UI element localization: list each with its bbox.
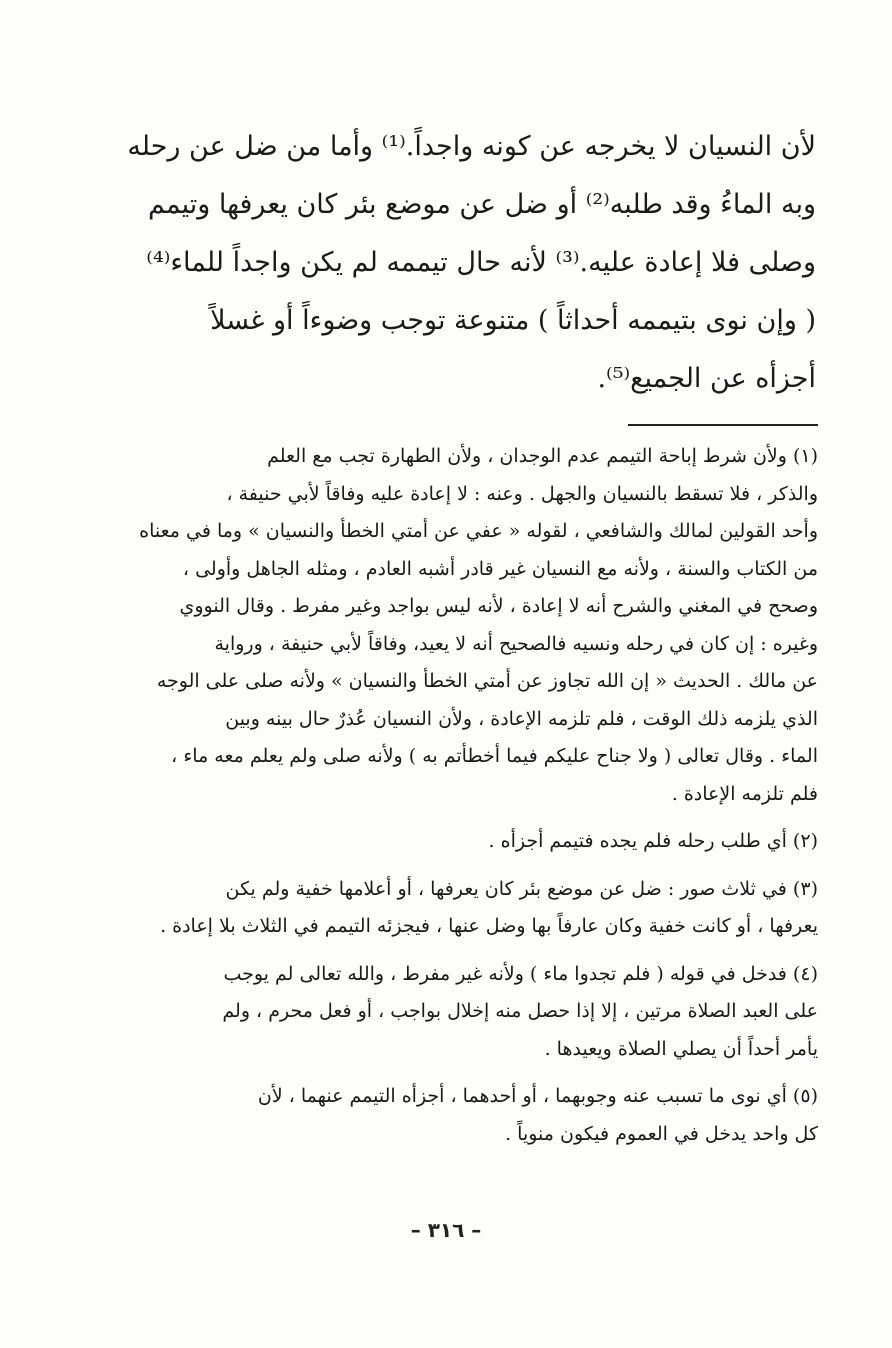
page-number: – ٣١٦ – [410,1218,482,1242]
footnote-1 [72,438,818,813]
footnote-5 [72,1078,818,1153]
footnote-line: على العبد الصلاة مرتين ، إلا إذا حصل منه إخلال بواجب ، أو فعل محرم ، ولم [222,1000,818,1022]
footnote-line: يعرفها ، أو كانت خفية وكان عارفاً بها وضل عنها ، فيجزئه التيمم في الثلاث بلا إعادة . [160,915,818,937]
footnote-line: يأمر أحداً أن يصلي الصلاة ويعيدها . [544,1037,818,1060]
footnote-line: من الكتاب والسنة ، ولأنه مع النسيان غير قادر أشبه العادم ، ومثله الجاهل وأولى ، [182,557,818,580]
footnote-line: الماء . وقال تعالى ( ولا جناح عليكم فيما أخطأتم به ) ولأنه صلى ولم يعلم معه ماء ، [171,745,818,767]
main-text-line: أجزأه عن الجميع⁽⁵⁾. [597,363,816,394]
footnote-line: الذي يلزمه ذلك الوقت ، فلم تلزمه الإعادة ، ولأن النسيان عُذرٌ حال بينه وبين [225,707,818,730]
footnote-line: وصحح في المغني والشرح أنه لا إعادة ، لأنه ليس بواجد وغير مفرط . وقال النووي [179,595,818,617]
footnote-line: فلم تلزمه الإعادة . [671,782,818,805]
main-text-line: لأن النسيان لا يخرجه عن كونه واجداً.⁽¹⁾ وأما من ضل عن رحله [127,131,816,162]
main-text-line: ( وإن نوى بتيممه أحداثاً ) متنوعة توجب وضوءاً أو غسلاً [210,305,816,336]
footnote-line: وغيره : إن كان في رحله ونسيه فالصحيح أنه لا يعيد، وفاقاً لأبي حنيفة ، ورواية [214,632,818,655]
footnote-line: والذكر ، فلا تسقط بالنسيان والجهل . وعنه : لا إعادة عليه وفاقاً لأبي حنيفة ، [226,482,818,505]
main-text [76,118,816,408]
footnote-line: (٢) أي طلب رحله فلم يجده فتيمم أجزأه . [488,830,818,852]
footnotes [72,438,818,1163]
footnote-line: (٣) في ثلاث صور : ضل عن موضع بئر كان يعرفها ، أو أعلامها خفية ولم يكن [225,877,818,900]
footnote-line: (٤) فدخل في قوله ( فلم تجدوا ماء ) ولأنه غير مفرط ، والله تعالى لم يوجب [223,962,818,985]
footnote-2 [72,823,818,861]
footnote-4 [72,956,818,1069]
main-text-line: وصلى فلا إعادة عليه.⁽³⁾ لأنه حال تيممه لم يكن واجداً للماء⁽⁴⁾ [146,247,816,278]
footnote-separator [628,424,818,426]
footnote-line: عن مالك . الحديث « إن الله تجاوز عن أمتي الخطأ والنسيان » ولأنه صلى على الوجه [156,670,818,692]
footnote-line: وأحد القولين لمالك والشافعي ، لقوله « عفي عن أمتي الخطأ والنسيان » وما في معناه [139,520,818,542]
footnote-line: كل واحد يدخل في العموم فيكون منوياً . [505,1122,818,1145]
footnote-3 [72,871,818,946]
main-text-line: وبه الماءُ وقد طلبه⁽²⁾ أو ضل عن موضع بئر كان يعرفها وتيمم [147,189,816,220]
footnote-line: (١) ولأن شرط إباحة التيمم عدم الوجدان ، ولأن الطهارة تجب مع العلم [267,445,818,467]
footnote-line: (٥) أي نوى ما تسبب عنه وجوبهما ، أو أحدهما ، أجزأه التيمم عنهما ، لأن [257,1085,818,1107]
